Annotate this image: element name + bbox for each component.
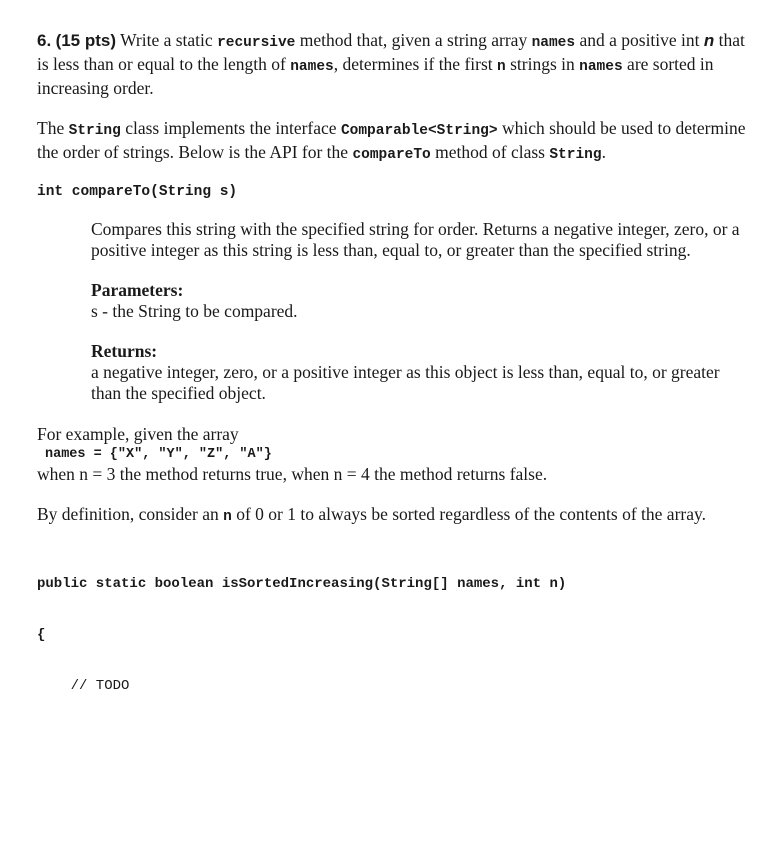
api-doc: [91, 219, 751, 404]
keyword-string: String: [549, 147, 602, 163]
returns-text: a negative integer, zero, or a positive integer as this object is less than, equal to, or greater than the specified object.: [91, 362, 720, 403]
question-number: 6.: [37, 31, 52, 50]
keyword-names: names: [579, 59, 623, 75]
prompt-text: method that, given a string array: [299, 30, 528, 50]
api-intro-text: .: [601, 142, 606, 162]
code-stub: [37, 542, 757, 729]
keyword-names: names: [290, 59, 334, 75]
prompt-text: Write a static: [120, 30, 213, 50]
api-intro-text: The: [37, 118, 65, 138]
method-signature: int compareTo(String s): [37, 184, 238, 200]
keyword-n: n: [703, 31, 715, 50]
code-open-brace: {: [37, 627, 46, 643]
keyword-n: n: [497, 59, 506, 75]
question-page: [37, 30, 757, 729]
definition-text: By definition, consider an: [37, 504, 219, 524]
question-points: (15 pts): [55, 31, 117, 50]
prompt-text: and a positive int: [579, 30, 700, 50]
keyword-names: names: [531, 35, 576, 51]
api-description: Compares this string with the specified string for order. Returns a negative integer, zero, or a positive integer as this string is less than, equal to, or greater than the specified string.: [91, 219, 740, 260]
api-intro-text: which should be used to determine the order of strings. Below is the API for the: [37, 118, 746, 162]
prompt-text: are sorted in increasing order.: [37, 54, 714, 98]
keyword-compareto: compareTo: [352, 147, 431, 163]
parameters-text: s - the String to be compared.: [91, 301, 298, 321]
prompt-text: that is less than or equal to the length of: [37, 30, 745, 74]
prompt-text: , determines if the first: [333, 54, 493, 74]
code-header: public static boolean isSortedIncreasing(String[] names, int n): [37, 576, 567, 592]
returns-label: Returns:: [91, 341, 158, 361]
keyword-string: String: [68, 123, 121, 139]
parameters-label: Parameters:: [91, 280, 184, 300]
example-lead: For example, given the array: [37, 424, 239, 444]
prompt-text: strings in: [510, 54, 575, 74]
code-todo-comment: // TODO: [37, 678, 130, 694]
api-intro-text: method of class: [435, 142, 545, 162]
example-section: [37, 424, 757, 485]
question-prompt: [37, 30, 757, 99]
definition-text: of 0 or 1 to always be sorted regardless of the contents of the array.: [236, 504, 706, 524]
keyword-n: n: [223, 509, 232, 525]
example-result: when n = 3 the method returns true, when n = 4 the method returns false.: [37, 464, 548, 484]
api-intro-text: class implements the interface: [125, 118, 337, 138]
definition-note: [37, 504, 757, 528]
api-intro: [37, 118, 757, 166]
keyword-comparable: Comparable<String>: [340, 123, 498, 139]
keyword-recursive: recursive: [217, 35, 296, 51]
example-code: names = {"X", "Y", "Z", "A"}: [45, 447, 272, 462]
